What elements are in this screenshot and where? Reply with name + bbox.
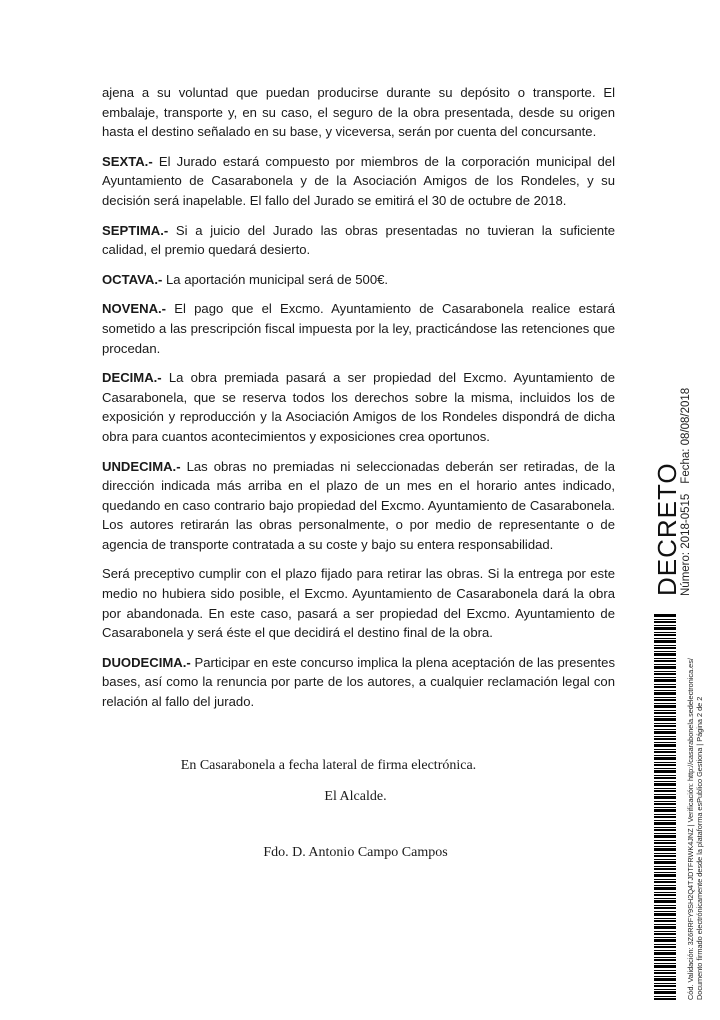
clause-septima [102,221,615,260]
validation-text [686,658,704,1000]
clause-duodecima [102,653,615,712]
clause-novena [102,299,615,358]
clause-label: SEXTA.- [102,153,153,169]
clause-undecima [102,457,615,555]
clause-octava [102,270,615,290]
clause-text: El Jurado estará compuesto por miembros de la corporación municipal del Ayuntamiento de Casarabonela y de la Asociación Amigos de los Rondeles, y su decisión será inapelable. El fallo del Jurado se emitirá el 30 de octubre de 2018. [102,153,615,208]
document-body [102,83,615,722]
clause-text: Si a juicio del Jurado las obras presentadas no tuvieran la suficiente calidad, el premio quedará desierto. [102,222,615,258]
clause-label: SEPTIMA.- [102,222,169,238]
platform-line: Documento firmado electrónicamente desde la plataforma esPublico Gestiona | Página 2 de 2 [695,696,704,1000]
validation-line: Cód. Validación: 3Z6RRFY9SH2Q4TJDTFRWK4JNZ | Verificación: http://casarabonela.sedelectronica.es/ [686,658,695,1000]
clause-label: DECIMA.- [102,370,162,386]
signature-line: Fdo. D. Antonio Campo Campos [263,845,448,860]
clause-label: UNDECIMA.- [102,458,181,474]
clause-label: OCTAVA.- [102,271,163,287]
clause-sexta [102,152,615,211]
clause-decima [102,368,615,446]
city-line: En Casarabonela a fecha lateral de firma electrónica. [180,758,477,773]
decree-meta [680,388,692,596]
clause-label: DUODECIMA.- [102,654,191,670]
clause-text: La obra premiada pasará a ser propiedad del Excmo. Ayuntamiento de Casarabonela, que se reserva todos los derechos sobre la misma, incluidos los de exposición y reproducción y la Asociación Amigos de los Rondeles dispondrá de dicha obra para cuantos acontecimientos y exposiciones crea oportunos. [102,370,615,444]
clause-text: Las obras no premiadas ni seleccionadas deberán ser retiradas, de la dirección indicada más arriba en el plazo de un mes en el horario antes indicado, quedando en caso contrario bajo propiedad del Excmo. Ayuntamiento de Casarabonela. Los autores retirarán las obras personalmente, o por medio de representante o de agencia de transporte contratada a su coste y bajo su entera responsabilidad. [102,458,615,552]
decree-label: DECRETO [652,462,682,596]
decree-number: Número: 2018-0515 [680,493,692,596]
intro-paragraph: ajena a su voluntad que puedan producirse durante su depósito o transporte. El embalaje, transporte y, en su caso, el seguro de la obra presentada, desde su origen hasta el destino señalado en su base, y viceversa, serán por cuenta del concursante. [102,85,615,140]
signer-role: El Alcalde. [324,789,387,804]
clause-text: El pago que el Excmo. Ayuntamiento de Casarabonela realice estará sometido a las prescripción fiscal impuesta por la ley, practicándose las retenciones que procedan. [102,301,615,356]
clause-label: NOVENA.- [102,301,167,317]
note-paragraph: Será preceptivo cumplir con el plazo fijado para retirar las obras. Si la entrega por este medio no hubiera sido posible, el Excmo. Ayuntamiento de Casarabonela dará la obra por abandonada. En este caso, pasará a ser propiedad del Excmo. Ayuntamiento de Casarabonela y será éste el que decidirá el destino final de la obra. [102,566,615,641]
clause-text: Participar en este concurso implica la plena aceptación de las presentes bases, así como la renuncia por parte de los autores, a cualquier reclamación legal con relación al fallo del jurado. [102,654,615,710]
decree-date: Fecha: 08/08/2018 [680,387,692,484]
barcode [654,614,676,1000]
clause-text: La aportación municipal será de 500€. [166,271,389,287]
